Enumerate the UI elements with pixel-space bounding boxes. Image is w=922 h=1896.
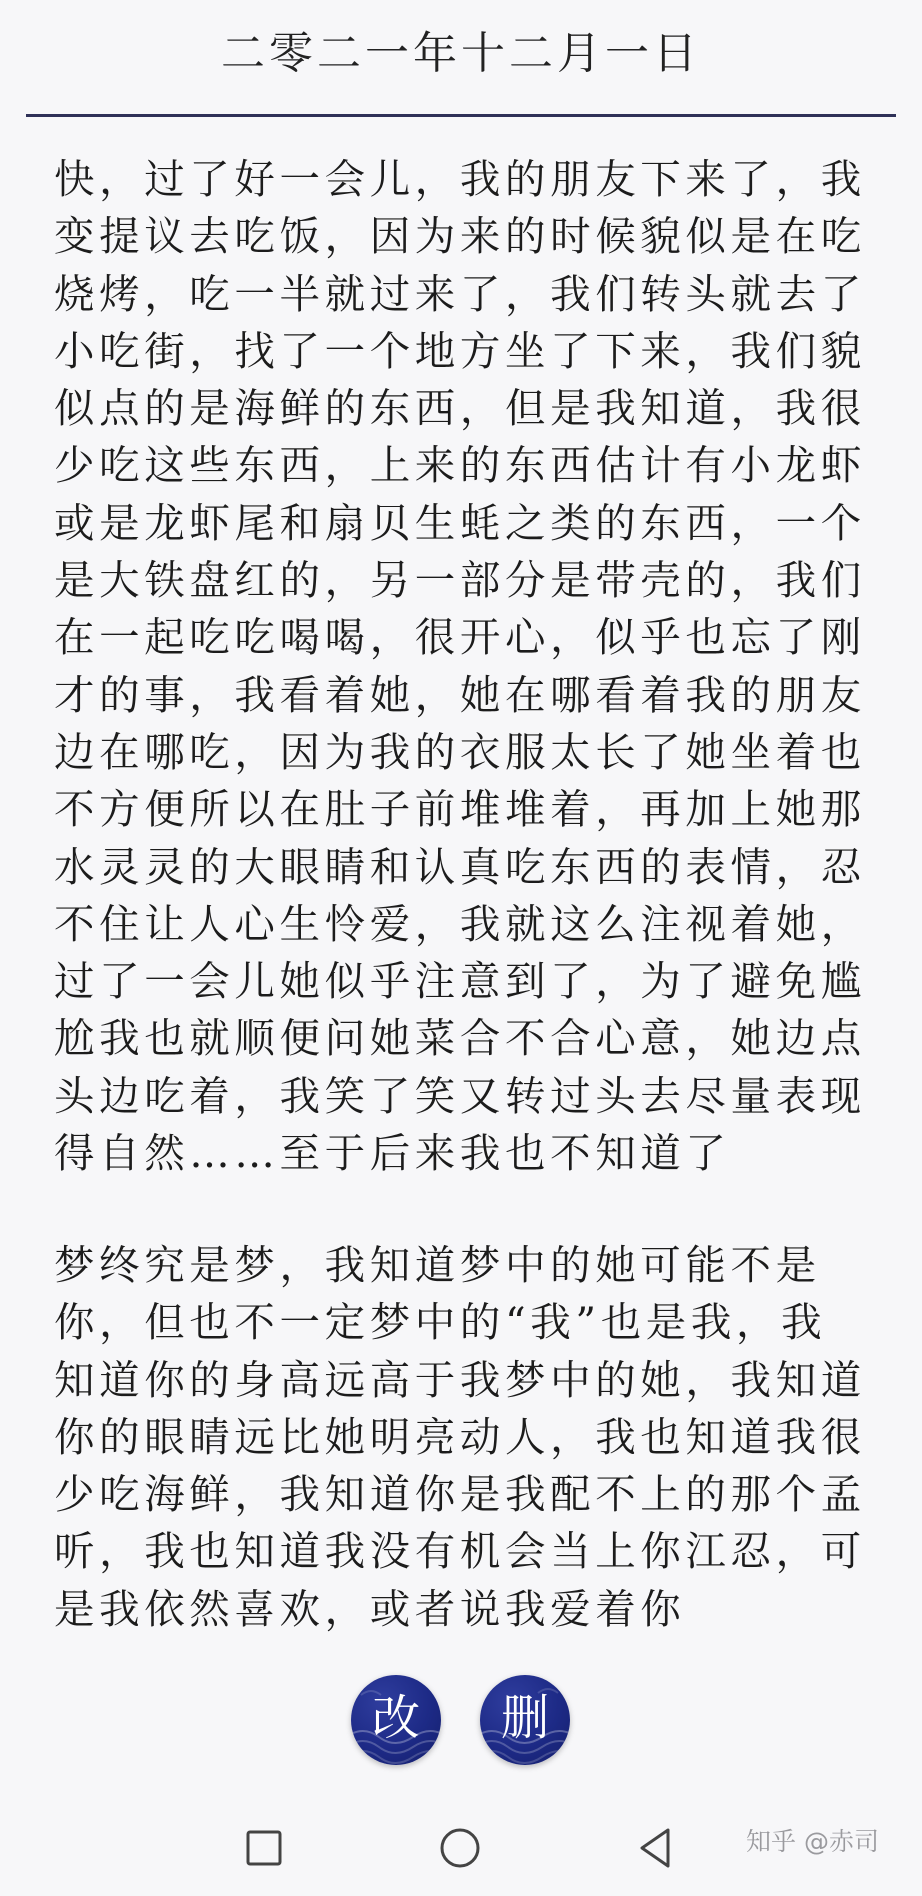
delete-button-label: 删 <box>500 1690 549 1746</box>
text-line: 尬我也就顺便问她菜合不合心意，她边点 <box>54 1014 866 1063</box>
square-recent-apps-icon[interactable] <box>240 1824 288 1872</box>
text-line: 边在哪吃，因为我的衣服太长了她坐着也 <box>54 727 866 776</box>
text-line: 梦终究是梦，我知道梦中的她可能不是 <box>54 1241 821 1289</box>
text-line: 知道你的身高远高于我梦中的她，我知道 <box>54 1355 866 1404</box>
text-line: 过了一会儿她似乎注意到了，为了避免尴 <box>54 957 866 1006</box>
diary-paragraph-2 <box>54 1237 874 1638</box>
text-line: 听，我也知道我没有机会当上你江忍，可 <box>54 1527 866 1576</box>
text-line: 在一起吃吃喝喝，很开心，似乎也忘了刚 <box>54 613 866 662</box>
text-line: 少吃这些东西，上来的东西估计有小龙虾 <box>54 441 866 490</box>
delete-button[interactable] <box>480 1675 570 1765</box>
text-line: 或是龙虾尾和扇贝生蚝之类的东西，一个 <box>54 498 866 547</box>
text-line: 不方便所以在肚子前堆堆着，再加上她那 <box>54 785 866 834</box>
text-line: 你的眼睛远比她明亮动人，我也知道我很 <box>54 1412 866 1461</box>
text-line: 水灵灵的大眼睛和认真吃东西的表情，忍 <box>54 842 866 891</box>
text-line: 是我依然喜欢，或者说我爱着你 <box>54 1584 686 1633</box>
diary-paragraph-1 <box>54 151 874 1182</box>
text-line: 快，过了好一会儿，我的朋友下来了，我 <box>54 155 866 203</box>
text-line: 你，但也不一定梦中的“我”也是我，我 <box>54 1298 827 1347</box>
action-buttons <box>0 1675 922 1767</box>
edit-button-label: 改 <box>371 1690 420 1746</box>
title-divider <box>26 114 896 117</box>
text-line: 是大铁盘红的，另一部分是带壳的，我们 <box>54 556 866 605</box>
edit-button[interactable] <box>351 1675 441 1765</box>
text-line: 小吃街，找了一个地方坐了下来，我们貌 <box>54 326 866 375</box>
text-line: 不住让人心生怜爱，我就这么注视着她， <box>54 899 866 948</box>
watermark: 知乎 @赤司 <box>746 1827 879 1856</box>
text-line: 头边吃着，我笑了笑又转过头去尽量表现 <box>54 1071 866 1120</box>
text-line: 少吃海鲜，我知道你是我配不上的那个孟 <box>54 1470 866 1519</box>
text-line: 得自然……至于后来我也不知道了 <box>54 1129 731 1178</box>
page-title: 二零二一年十二月一日 <box>221 28 701 79</box>
text-line: 才的事，我看着她，她在哪看着我的朋友 <box>54 670 866 719</box>
text-line: 似点的是海鲜的东西，但是我知道，我很 <box>54 384 866 433</box>
circle-home-icon[interactable] <box>436 1824 484 1872</box>
triangle-back-icon[interactable] <box>632 1824 680 1872</box>
text-line: 烧烤，吃一半就过来了，我们转头就去了 <box>54 269 866 318</box>
text-line: 变提议去吃饭，因为来的时候貌似是在吃 <box>54 212 866 261</box>
